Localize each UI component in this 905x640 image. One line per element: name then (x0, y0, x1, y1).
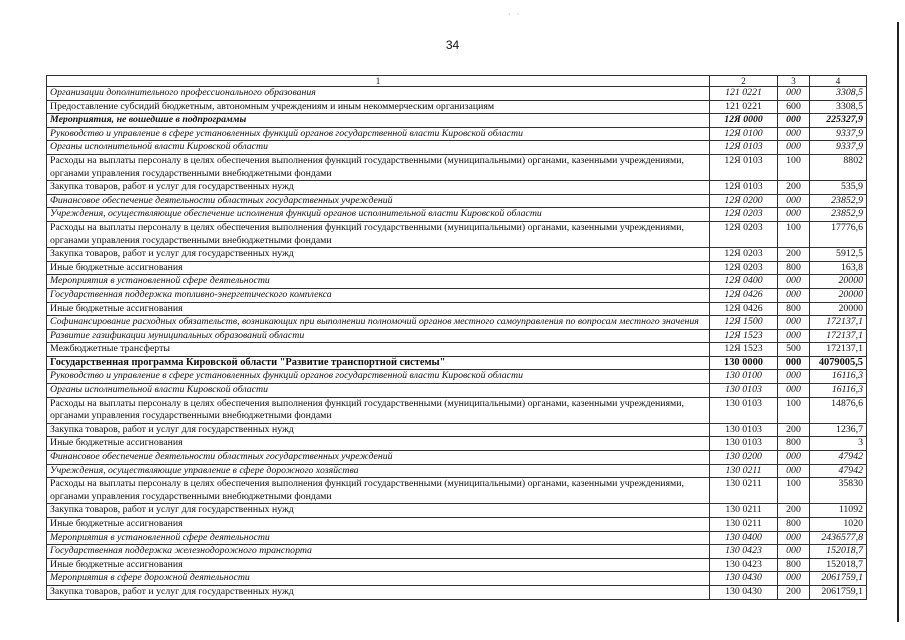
row-amount-cell: 163,8 (810, 261, 867, 275)
row-name-cell: Закупка товаров, работ и услуг для государственных нужд (47, 423, 710, 437)
row-type-cell: 200 (778, 585, 810, 599)
row-name-cell: Расходы на выплаты персоналу в целях обеспечения выполнения функций государственными (муниципальными) органами, казенными учреждениями, органами управления государственными внебюджетными фондами (47, 221, 710, 247)
row-name-cell: Мероприятия, не вошедшие в подпрограммы (47, 114, 710, 128)
row-code-cell: 12Я 0203 (710, 248, 778, 262)
row-type-cell: 200 (778, 504, 810, 518)
row-code-cell: 130 0211 (710, 478, 778, 504)
row-code-cell: 12Я 0426 (710, 302, 778, 316)
row-name-cell: Мероприятия в установленной сфере деятельности (47, 531, 710, 545)
row-type-cell: 000 (778, 141, 810, 155)
row-amount-cell: 8802 (810, 154, 867, 180)
row-type-cell: 000 (778, 384, 810, 398)
row-type-cell: 000 (778, 356, 810, 370)
row-code-cell: 130 0000 (710, 356, 778, 370)
row-type-cell: 000 (778, 114, 810, 128)
table-row (47, 585, 867, 599)
row-code-cell: 12Я 0100 (710, 127, 778, 141)
row-code-cell: 130 0423 (710, 558, 778, 572)
table-row (47, 221, 867, 247)
row-code-cell: 12Я 0000 (710, 114, 778, 128)
row-code-cell: 130 0430 (710, 585, 778, 599)
row-type-cell: 500 (778, 343, 810, 357)
row-amount-cell: 225327,9 (810, 114, 867, 128)
row-code-cell: 12Я 0103 (710, 141, 778, 155)
row-name-cell: Расходы на выплаты персоналу в целях обеспечения выполнения функций государственными (муниципальными) органами, казенными учреждениями, органами управления государственными внебюджетными фондами (47, 397, 710, 423)
row-code-cell: 130 0100 (710, 370, 778, 384)
row-code-cell: 12Я 0200 (710, 194, 778, 208)
row-name-cell: Мероприятия в сфере дорожной деятельности (47, 572, 710, 586)
row-name-cell: Иные бюджетные ассигнования (47, 302, 710, 316)
table-row (47, 437, 867, 451)
row-amount-cell: 20000 (810, 302, 867, 316)
header-cell-code: 2 (710, 76, 778, 87)
row-code-cell: 12Я 0203 (710, 261, 778, 275)
row-name-cell: Государственная поддержка топливно-энергетического комплекса (47, 288, 710, 302)
row-type-cell: 200 (778, 423, 810, 437)
table-row (47, 531, 867, 545)
table-row (47, 275, 867, 289)
table-row (47, 343, 867, 357)
row-code-cell: 12Я 0103 (710, 181, 778, 195)
table-row (47, 194, 867, 208)
row-name-cell: Учреждения, осуществляющие обеспечение исполнения функций органов исполнительной власти Кировской области (47, 208, 710, 222)
header-cell-amount: 4 (810, 76, 867, 87)
header-cell-type: 3 (778, 76, 810, 87)
budget-table-container (46, 75, 866, 600)
row-amount-cell: 47942 (810, 464, 867, 478)
row-type-cell: 000 (778, 545, 810, 559)
table-row (47, 478, 867, 504)
page-edge-line (897, 22, 899, 622)
table-header-row (47, 76, 867, 87)
table-row (47, 154, 867, 180)
row-name-cell: Закупка товаров, работ и услуг для государственных нужд (47, 504, 710, 518)
row-name-cell: Развитие газификации муниципальных образований области (47, 329, 710, 343)
row-name-cell: Руководство и управление в сфере установленных функций органов государственной власти Кировской области (47, 370, 710, 384)
row-amount-cell: 9337,9 (810, 141, 867, 155)
table-row (47, 248, 867, 262)
row-type-cell: 800 (778, 437, 810, 451)
row-amount-cell: 1020 (810, 518, 867, 532)
row-amount-cell: 3308,5 (810, 87, 867, 101)
row-type-cell: 800 (778, 302, 810, 316)
table-row (47, 464, 867, 478)
table-row (47, 518, 867, 532)
row-amount-cell: 172137,1 (810, 343, 867, 357)
row-name-cell: Финансовое обеспечение деятельности областных государственных учреждений (47, 451, 710, 465)
row-type-cell: 800 (778, 518, 810, 532)
row-name-cell: Расходы на выплаты персоналу в целях обеспечения выполнения функций государственными (муниципальными) органами, казенными учреждениями, органами управления государственными внебюджетными фондами (47, 478, 710, 504)
row-type-cell: 000 (778, 572, 810, 586)
header-cell-name: 1 (47, 76, 710, 87)
row-name-cell: Организации дополнительного профессионального образования (47, 87, 710, 101)
row-type-cell: 100 (778, 154, 810, 180)
table-row (47, 261, 867, 275)
row-amount-cell: 9337,9 (810, 127, 867, 141)
row-amount-cell: 16116,3 (810, 370, 867, 384)
row-code-cell: 130 0211 (710, 464, 778, 478)
row-amount-cell: 23852,9 (810, 208, 867, 222)
row-type-cell: 100 (778, 478, 810, 504)
row-code-cell: 130 0103 (710, 423, 778, 437)
row-code-cell: 12Я 0103 (710, 154, 778, 180)
row-name-cell: Иные бюджетные ассигнования (47, 437, 710, 451)
row-type-cell: 000 (778, 288, 810, 302)
row-name-cell: Иные бюджетные ассигнования (47, 518, 710, 532)
table-row (47, 504, 867, 518)
row-amount-cell: 2061759,1 (810, 585, 867, 599)
table-row (47, 572, 867, 586)
row-type-cell: 000 (778, 275, 810, 289)
table-row (47, 100, 867, 114)
row-type-cell: 000 (778, 370, 810, 384)
row-type-cell: 000 (778, 194, 810, 208)
row-type-cell: 000 (778, 464, 810, 478)
row-type-cell: 000 (778, 127, 810, 141)
table-row (47, 141, 867, 155)
row-type-cell: 100 (778, 397, 810, 423)
table-row (47, 356, 867, 370)
row-code-cell: 130 0430 (710, 572, 778, 586)
row-type-cell: 000 (778, 87, 810, 101)
row-code-cell: 130 0103 (710, 397, 778, 423)
budget-table-body (47, 76, 867, 600)
row-code-cell: 12Я 1500 (710, 316, 778, 330)
row-name-cell: Государственная программа Кировской области "Развитие транспортной системы" (47, 356, 710, 370)
row-name-cell: Иные бюджетные ассигнования (47, 261, 710, 275)
table-row (47, 397, 867, 423)
row-type-cell: 000 (778, 451, 810, 465)
row-type-cell: 100 (778, 221, 810, 247)
table-row (47, 208, 867, 222)
row-type-cell: 200 (778, 181, 810, 195)
row-name-cell: Органы исполнительной власти Кировской области (47, 384, 710, 398)
table-row (47, 316, 867, 330)
row-amount-cell: 2436577,8 (810, 531, 867, 545)
row-amount-cell: 11092 (810, 504, 867, 518)
row-code-cell: 12Я 1523 (710, 343, 778, 357)
row-type-cell: 600 (778, 100, 810, 114)
row-type-cell: 000 (778, 329, 810, 343)
row-amount-cell: 20000 (810, 288, 867, 302)
table-row (47, 288, 867, 302)
budget-table (46, 75, 867, 600)
row-amount-cell: 2061759,1 (810, 572, 867, 586)
row-amount-cell: 172137,1 (810, 316, 867, 330)
row-code-cell: 130 0200 (710, 451, 778, 465)
row-amount-cell: 5912,5 (810, 248, 867, 262)
row-type-cell: 800 (778, 261, 810, 275)
row-amount-cell: 4079005,5 (810, 356, 867, 370)
row-amount-cell: 20000 (810, 275, 867, 289)
row-code-cell: 130 0103 (710, 437, 778, 451)
row-amount-cell: 172137,1 (810, 329, 867, 343)
row-amount-cell: 35830 (810, 478, 867, 504)
table-row (47, 558, 867, 572)
row-name-cell: Мероприятия в установленной сфере деятельности (47, 275, 710, 289)
row-code-cell: 12Я 0426 (710, 288, 778, 302)
table-row (47, 545, 867, 559)
table-row (47, 384, 867, 398)
row-name-cell: Закупка товаров, работ и услуг для государственных нужд (47, 248, 710, 262)
row-type-cell: 000 (778, 316, 810, 330)
row-code-cell: 12Я 1523 (710, 329, 778, 343)
row-code-cell: 130 0423 (710, 545, 778, 559)
row-amount-cell: 47942 (810, 451, 867, 465)
row-name-cell: Расходы на выплаты персоналу в целях обеспечения выполнения функций государственными (муниципальными) органами, казенными учреждениями, органами управления государственными внебюджетными фондами (47, 154, 710, 180)
row-name-cell: Руководство и управление в сфере установленных функций органов государственной власти Кировской области (47, 127, 710, 141)
row-amount-cell: 17776,6 (810, 221, 867, 247)
row-code-cell: 130 0400 (710, 531, 778, 545)
row-code-cell: 12Я 0203 (710, 221, 778, 247)
row-name-cell: Софинансирование расходных обязательств, возникающих при выполнении полномочий органов местного самоуправления по вопросам местного значения (47, 316, 710, 330)
row-code-cell: 130 0103 (710, 384, 778, 398)
table-row (47, 302, 867, 316)
row-amount-cell: 152018,7 (810, 558, 867, 572)
row-type-cell: 000 (778, 208, 810, 222)
row-amount-cell: 16116,3 (810, 384, 867, 398)
row-name-cell: Закупка товаров, работ и услуг для государственных нужд (47, 585, 710, 599)
row-amount-cell: 152018,7 (810, 545, 867, 559)
row-name-cell: Иные бюджетные ассигнования (47, 558, 710, 572)
row-amount-cell: 3 (810, 437, 867, 451)
row-name-cell: Предоставление субсидий бюджетным, автономным учреждениям и иным некоммерческим организациям (47, 100, 710, 114)
table-row (47, 329, 867, 343)
table-row (47, 451, 867, 465)
row-type-cell: 200 (778, 248, 810, 262)
row-code-cell: 121 0221 (710, 100, 778, 114)
row-code-cell: 130 0211 (710, 504, 778, 518)
row-type-cell: 800 (778, 558, 810, 572)
row-code-cell: 12Я 0203 (710, 208, 778, 222)
scan-artifact: · · (508, 10, 522, 19)
row-name-cell: Закупка товаров, работ и услуг для государственных нужд (47, 181, 710, 195)
row-type-cell: 000 (778, 531, 810, 545)
table-row (47, 423, 867, 437)
row-name-cell: Учреждения, осуществляющие управление в сфере дорожного хозяйства (47, 464, 710, 478)
row-code-cell: 121 0221 (710, 87, 778, 101)
row-name-cell: Финансовое обеспечение деятельности областных государственных учреждений (47, 194, 710, 208)
table-row (47, 127, 867, 141)
row-code-cell: 130 0211 (710, 518, 778, 532)
row-name-cell: Органы исполнительной власти Кировской области (47, 141, 710, 155)
row-name-cell: Государственная поддержка железнодорожного транспорта (47, 545, 710, 559)
row-code-cell: 12Я 0400 (710, 275, 778, 289)
row-amount-cell: 1236,7 (810, 423, 867, 437)
table-row (47, 181, 867, 195)
row-amount-cell: 23852,9 (810, 194, 867, 208)
row-amount-cell: 3308,5 (810, 100, 867, 114)
table-row (47, 370, 867, 384)
page-number: 34 (445, 38, 460, 52)
table-row (47, 87, 867, 101)
row-name-cell: Межбюджетные трансферты (47, 343, 710, 357)
table-row (47, 114, 867, 128)
row-amount-cell: 14876,6 (810, 397, 867, 423)
row-amount-cell: 535,9 (810, 181, 867, 195)
